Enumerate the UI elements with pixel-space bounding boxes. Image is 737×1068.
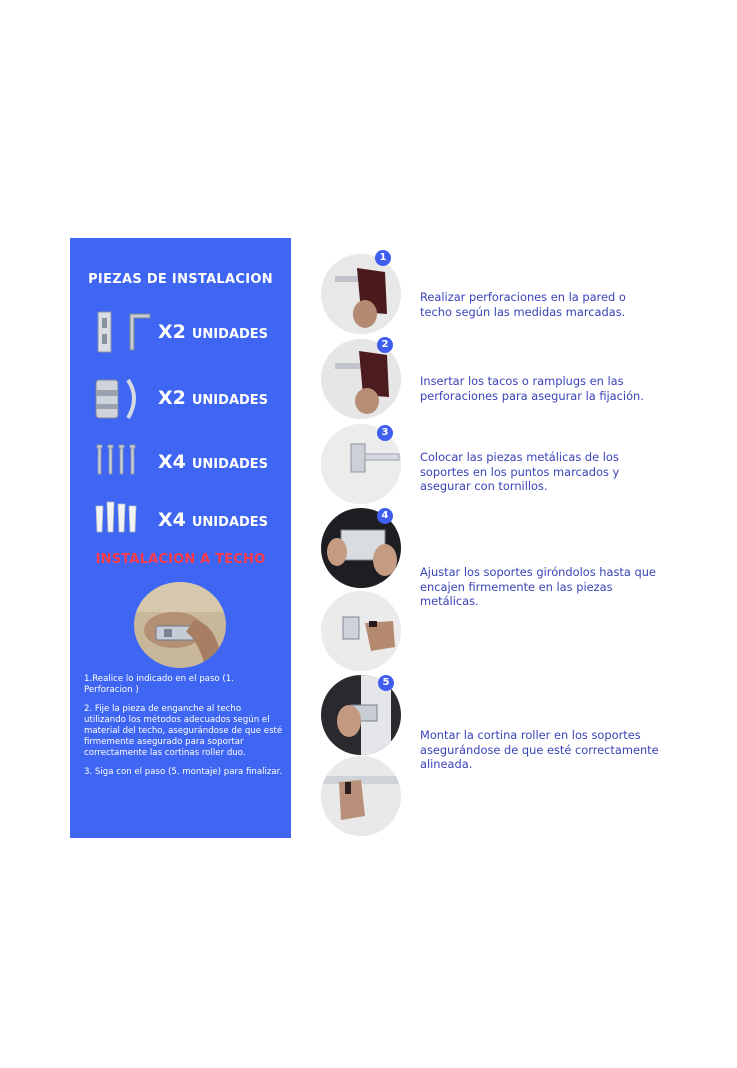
installation-pieces-panel bbox=[70, 238, 291, 838]
piece-qty-value: X4 bbox=[158, 509, 186, 531]
step-1-drilling-photo bbox=[321, 254, 401, 334]
step-5-text: Montar la cortina roller en los soportes asegurándose de que esté correctamente alineada. bbox=[420, 728, 659, 771]
wall-plugs-icon bbox=[94, 498, 164, 544]
step-3-badge: 3 bbox=[377, 425, 393, 441]
step-4-photo-b bbox=[321, 591, 401, 671]
piece-row-screws bbox=[70, 440, 291, 486]
instruction-1: 1.Realice lo indicado en el paso (1. Perforacion ) bbox=[84, 674, 234, 695]
instruction-3: 3. Siga con el paso (5. montaje) para finalizar. bbox=[84, 767, 283, 777]
piece-qty-value: X2 bbox=[158, 321, 186, 343]
panel-title: PIEZAS DE INSTALACION bbox=[88, 272, 273, 287]
piece-row-plugs bbox=[70, 498, 291, 544]
step-4-text: Ajustar los soportes giróndolos hasta que encajen firmemente en las piezas metálicas. bbox=[420, 565, 656, 608]
step-4-badge: 4 bbox=[377, 508, 393, 524]
ceiling-mount-photo bbox=[134, 582, 226, 668]
instruction-2: 2. Fije la pieza de enganche al techo utilizando los métodos adecuados según el material del techo, asegurándose de que esté firmemente asegurado para soportar correctamente las cortinas roller duo. bbox=[84, 704, 283, 758]
step-2-text: Insertar los tacos o ramplugs en las perforaciones para asegurar la fijación. bbox=[420, 374, 644, 403]
step-5-photo-b bbox=[321, 756, 401, 836]
bracket-and-hexkey-icon bbox=[94, 310, 164, 356]
clip-bracket-icon bbox=[94, 376, 164, 422]
piece-row-brackets bbox=[70, 310, 291, 356]
piece-quantity bbox=[158, 321, 268, 343]
piece-unit-label: UNIDADES bbox=[191, 457, 269, 472]
piece-unit-label: UNIDADES bbox=[191, 515, 269, 530]
piece-row-clips bbox=[70, 376, 291, 422]
piece-quantity bbox=[158, 451, 268, 473]
piece-qty-value: X2 bbox=[158, 387, 186, 409]
step-3-text: Colocar las piezas metálicas de los soportes en los puntos marcados y asegurar con tornillos. bbox=[420, 450, 620, 493]
piece-qty-value: X4 bbox=[158, 451, 186, 473]
step-2-badge: 2 bbox=[377, 337, 393, 353]
step-1-badge: 1 bbox=[375, 250, 391, 266]
piece-unit-label: UNIDADES bbox=[191, 327, 269, 342]
ceiling-installation-title: INSTALACION A TECHO bbox=[95, 552, 266, 567]
piece-unit-label: UNIDADES bbox=[191, 393, 269, 408]
step-1-text: Realizar perforaciones en la pared o techo según las medidas marcadas. bbox=[420, 290, 626, 319]
piece-quantity bbox=[158, 509, 268, 531]
step-5-badge: 5 bbox=[378, 675, 394, 691]
piece-quantity bbox=[158, 387, 268, 409]
screws-icon bbox=[94, 440, 164, 486]
ceiling-instructions bbox=[84, 674, 284, 786]
